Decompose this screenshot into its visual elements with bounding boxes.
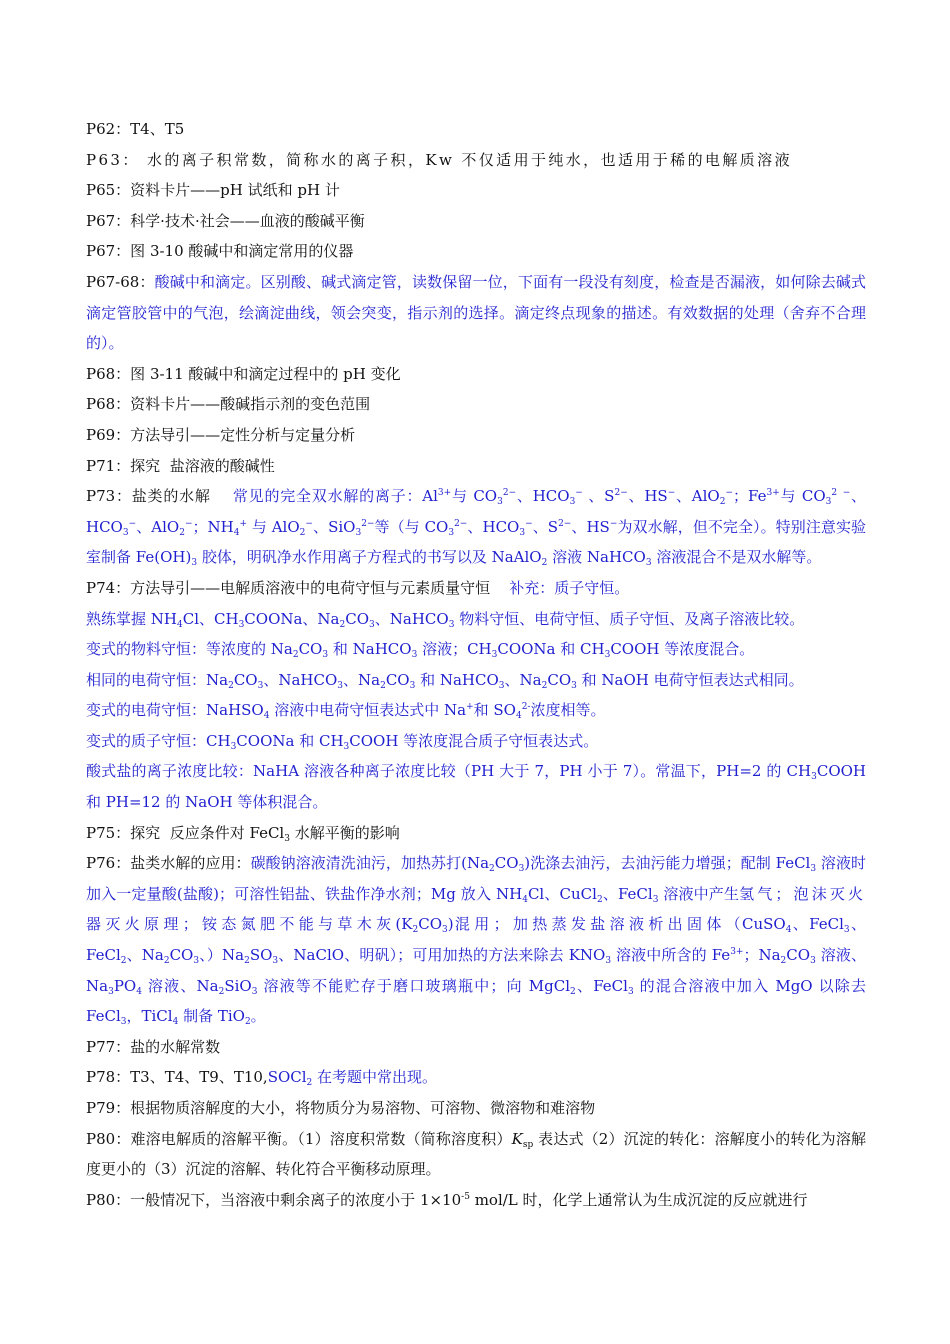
hydrolysis-applications: 碳酸钠溶液清洗油污，加热苏打$(Na_2CO_3)$洗涤去油污，去油污能力增强；配制 FeCl$_3$ 溶液时加入一定量酸(盐酸)；可溶性铝盐、铁盐作净水剂；Mg 放入 $NH_4Cl$、CuCl$_2$、FeCl$_3$ 溶液中产生氢气；泡沫灭火器灭火原理；铵态氮肥不能与草木灰$(K_2CO_3)$混用；加热蒸发盐溶液析出固体（CuSO$_4$、FeCl$_3$、FeCl$_2$、$Na_2CO_3$、）$Na_2SO_3$、NaClO、明矾）；可用加热的方法来除去 $KNO_3$ 溶液中所含的 $Fe^{3+}$；$Na_2CO_3$ 溶液、$Na_3PO_4$ 溶液、$Na_2SiO_3$ 溶液等不能贮存于磨口玻璃瓶中；向 MgCl$_2$、FeCl$_3$ 的混合溶液中加入 MgO 以除去 FeCl$_3$，TiCl$_4$ 制备 TiO$_2$。 <box>86 854 866 1028</box>
note-line-proton-balance-variant: 变式的质子守恒：$CH_3COONa$ 和 $CH_3COOH$ 等浓度混合质子守恒表达式。 <box>86 731 599 752</box>
note-line-p68-b: P68：资料卡片——酸碱指示剂的变色范围 <box>86 395 371 414</box>
note-line-p79: P79：根据物质溶解度的大小，将物质分为易溶物、可溶物、微溶物和难溶物 <box>86 1099 596 1117</box>
note-line-charge-balance-variant: 变式的电荷守恒：NaHSO$_4$ 溶液中电荷守恒表达式中 Na+和 $SO_4^{2-}$浓度相等。 <box>86 701 606 722</box>
note-line-acid-salt: 酸式盐的离子浓度比较：NaHA 溶液各种离子浓度比较（PH 大于 7，PH 小于 7）。常温下，PH=2 的 $CH_3COOH$ 和 PH=12 的 NaOH 等体积混合。 <box>86 762 866 812</box>
note-line-p80-b: P80：一般情况下，当溶液中剩余离子的浓度小于 $1\times 10^{-5}$ mol/L 时，化学上通常认为生成沉淀的反应就进行 <box>86 1190 808 1209</box>
note-line-p80-a: P80：难溶电解质的溶解平衡。（1）溶度积常数（简称溶度积）$K_{sp}$ 表达式（2）沉淀的转化：溶解度小的转化为溶解度更小的（3）沉淀的溶解、转化符合平衡移动原理。 <box>86 1129 866 1179</box>
page-label: P73：盐类的水解 <box>86 487 211 506</box>
note-line-material-balance: 变式的物料守恒：等浓度的 $Na_2CO_3$ 和 NaHCO$_3$ 溶液；$CH_3COONa$ 和 $CH_3COOH$ 等浓度混合。 <box>86 640 755 661</box>
note-line-p67-a: P67：科学·技术·社会——血液的酸碱平衡 <box>86 211 365 230</box>
note-line-p67-b: P67：图 3-10 酸碱中和滴定常用的仪器 <box>86 242 354 261</box>
note-line-p68-a: P68：图 3-11 酸碱中和滴定过程中的 pH 变化 <box>86 364 401 383</box>
socl2-note: SOCl$_2$ 在考题中常出现。 <box>267 1068 438 1089</box>
note-line-p63: P63： 水的离子积常数，简称水的离子积，Kw 不仅适用于纯水，也适用于稀的电解质溶液 <box>86 150 792 169</box>
titration-notes: 酸碱中和滴定。区别酸、碱式滴定管，读数保留一位，下面有一段没有刻度，检查是否漏液，如何除去碱式滴定管胶管中的气泡，绘滴淀曲线，领会突变，指示剂的选择。滴定终点现象的描述。有效数据的处理（舍弃不合理的）。 <box>86 272 866 353</box>
note-line-p69: P69：方法导引——定性分析与定量分析 <box>86 425 356 444</box>
page-label: P67-68： <box>86 272 155 291</box>
note-line-p62: P62：T4、T5 <box>86 120 185 138</box>
note-line-p73 <box>86 481 866 573</box>
note-line-p74 <box>86 573 866 604</box>
hydrolysis-notes: 常见的完全双水解的离子：$Al^{3+}$与 $CO_3^{2-}$、$HCO_3^-$ 、$S^{2-}$、HS−、AlO$_2$−；$Fe^{3+}$与 $CO_3^2$ −、$HCO_3^-$、AlO$_2$−；$NH_4^+$ 与 AlO$_2$−、SiO$_3^{2-}$等（与 $CO_3^{2-}$、$HCO_3^-$、$S^{2-}$、HS−为双水解，但不完全）。特别注意实验室制备 $Fe(OH)_3$ 胶体，明矾净水作用离子方程式的书写以及 NaAlO$_2$ 溶液 NaHCO$_3$ 溶液混合不是双水解等。 <box>86 487 867 569</box>
note-line-p76 <box>86 848 866 1032</box>
note-line-charge-balance-same: 相同的电荷守恒：$Na_2CO_3$、NaHCO$_3$、$Na_2CO_3$ 和 NaHCO$_3$、$Na_2CO_3$ 和 NaOH 电荷守恒表达式相同。 <box>86 670 804 691</box>
note-line-p75: P75：探究 反应条件对 FeCl$_3$ 水解平衡的影响 <box>86 823 400 844</box>
page-label: P78：T3、T4、T9、T10, <box>86 1068 268 1087</box>
note-line-p65: P65：资料卡片——pH 试纸和 pH 计 <box>86 181 340 200</box>
page-label: P74：方法导引——电解质溶液中的电荷守恒与元素质量守恒 <box>86 578 491 597</box>
notes-body <box>86 114 866 1215</box>
note-line-p71: P71：探究 盐溶液的酸碱性 <box>86 456 275 475</box>
note-line-p67-68 <box>86 267 866 359</box>
note-line-conservation-master: 熟练掌握 $NH_4Cl$、$CH_3COONa$、$Na_2CO_3$、NaHCO$_3$ 物料守恒、电荷守恒、质子守恒、及离子溶液比较。 <box>86 609 805 630</box>
note-line-p77: P77：盐的水解常数 <box>86 1037 221 1056</box>
note-line-p78 <box>86 1062 866 1093</box>
page-label: P76：盐类水解的应用： <box>86 854 251 873</box>
proton-conservation-note: 补充：质子守恒。 <box>509 578 630 597</box>
